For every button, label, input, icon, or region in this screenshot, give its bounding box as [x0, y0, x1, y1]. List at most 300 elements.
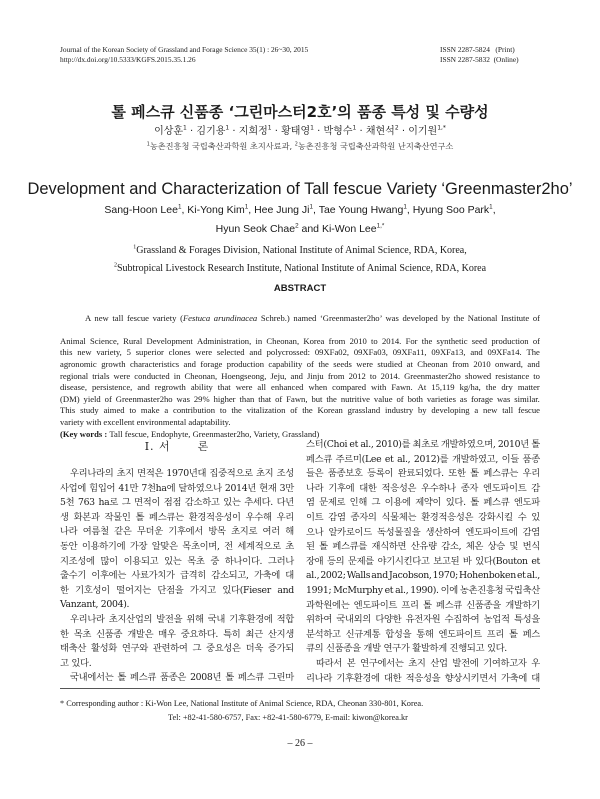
- word: capability: [268, 358, 303, 369]
- word: 페스큐는: [483, 468, 519, 480]
- word: seeds: [333, 358, 352, 369]
- word: 국내: [207, 613, 226, 625]
- word: 체온: [465, 541, 484, 553]
- word: 우: [531, 657, 540, 669]
- author-separator: ,: [313, 204, 319, 216]
- word: the: [318, 358, 329, 369]
- word: value: [373, 393, 393, 404]
- word: 엔도파: [513, 497, 540, 509]
- word: Administration,: [197, 335, 252, 346]
- word: ability: [190, 382, 213, 393]
- word: 페스큐: [483, 497, 510, 509]
- author-name: Hyun Seok Chae: [215, 223, 296, 235]
- right-column: [306, 438, 540, 686]
- word: to: [371, 335, 378, 346]
- body-text-line: [306, 584, 540, 599]
- word: and: [137, 382, 150, 393]
- word: 매우: [158, 628, 176, 640]
- word: 초지로: [231, 526, 258, 538]
- body-text-line: [60, 569, 294, 584]
- word: 등록이: [367, 468, 394, 480]
- word: were: [195, 347, 213, 358]
- body-text-line: [60, 525, 294, 540]
- abstract-body: [60, 301, 540, 440]
- author-separator: ,: [248, 204, 255, 216]
- word: synthetic: [436, 335, 468, 346]
- word: 따라서: [316, 657, 343, 669]
- word: and: [249, 347, 262, 358]
- word: were: [356, 358, 373, 369]
- word: 엔도파이트에: [465, 526, 518, 538]
- word: 대한: [383, 672, 402, 684]
- word: al.,: [360, 439, 374, 450]
- word: Greenmaster2ho: [404, 370, 461, 381]
- word: 하나이다.: [224, 555, 263, 567]
- word: and: [290, 370, 303, 381]
- english-authors-line2: [0, 220, 600, 239]
- word: fescue: [518, 405, 540, 416]
- word: Korean: [317, 405, 343, 416]
- body-text-line: [306, 628, 540, 643]
- word: kg/ha,: [459, 382, 481, 393]
- word: growth: [101, 358, 126, 369]
- word: when: [308, 382, 328, 393]
- word: 제약이: [415, 497, 442, 509]
- word: 품종보호: [327, 468, 363, 480]
- word: 재식하면: [371, 541, 407, 553]
- body-text-line: [306, 672, 540, 687]
- word: study: [80, 405, 99, 416]
- word: 초지산업의: [108, 613, 153, 625]
- word: al.,: [306, 570, 320, 582]
- word: 09XFa13,: [431, 347, 466, 358]
- korean-affiliations: [0, 141, 600, 152]
- word: 우수해: [245, 511, 272, 523]
- word: et: [516, 570, 526, 582]
- word: Animal: [60, 335, 86, 346]
- word: 이용되고: [123, 555, 159, 567]
- author-name: Sang-Hoon Lee: [104, 204, 178, 216]
- word: 3만: [279, 482, 294, 494]
- word: 2014.: [380, 370, 400, 381]
- author-affiliation-mark: 1: [177, 203, 182, 211]
- author-name: 황태영: [281, 126, 311, 137]
- body-text-line: [306, 599, 540, 614]
- word: 떨어지는: [116, 584, 151, 596]
- body-text-line: [306, 569, 540, 584]
- word: 작물인: [104, 511, 131, 523]
- word: 우리나라의: [70, 468, 114, 479]
- word: the: [421, 335, 433, 346]
- word: 신규계통: [345, 628, 381, 640]
- word: polycrossed:: [266, 347, 311, 358]
- word: 톨: [225, 672, 234, 684]
- word: conducted: [134, 370, 170, 381]
- word: 초지: [256, 468, 274, 479]
- author-affiliation-mark: 1,*: [376, 222, 385, 230]
- word: 톨: [319, 541, 328, 553]
- body-text-line: [60, 496, 294, 511]
- word: 5천: [60, 497, 75, 509]
- word: both: [407, 393, 423, 404]
- word: Jacobson,: [388, 570, 432, 582]
- word: 감염: [522, 526, 540, 538]
- word: 급격히: [179, 570, 207, 582]
- word: 대: [285, 570, 294, 582]
- word: 페스큐를: [332, 541, 368, 553]
- word: 7천ha에: [141, 482, 176, 494]
- word: Development: [146, 335, 193, 346]
- word: 기여하고자: [483, 657, 527, 669]
- word: 여러: [262, 526, 280, 538]
- word: 초지: [116, 468, 134, 479]
- word: of: [275, 393, 283, 404]
- word: 가축에: [500, 672, 528, 684]
- word: For: [405, 335, 418, 346]
- word: 2012: [348, 370, 366, 381]
- author-affiliation-mark: 2: [295, 222, 299, 230]
- word: 있다.: [71, 657, 95, 669]
- footnote-divider: [60, 688, 540, 689]
- abstract-text: A new tall fescue variety (: [74, 312, 183, 323]
- word: Hohenboken: [459, 570, 516, 582]
- word: 페스큐: [435, 599, 462, 611]
- word: Vanzant,: [60, 599, 101, 611]
- word: 5: [126, 347, 131, 358]
- word: 개발: [363, 643, 384, 655]
- word: variety,: [96, 347, 122, 358]
- word: 과학원에는: [306, 599, 350, 611]
- word: 있다(Bouton: [475, 555, 528, 567]
- word: 농촌진흥청: [459, 584, 504, 596]
- word: disease,: [60, 382, 87, 393]
- word: 달하였으나: [178, 482, 222, 494]
- word: 식물체는: [381, 511, 417, 523]
- word: 번식: [522, 541, 540, 553]
- word: 09XFa03,: [353, 347, 388, 358]
- word: 중요성은: [206, 643, 241, 655]
- page-number: – 26 –: [287, 738, 313, 749]
- abstract-last-line: variety with excellent environmental adaptability.: [60, 416, 231, 427]
- word: of: [104, 393, 112, 404]
- word: 이에: [440, 584, 458, 596]
- word: varieties: [426, 393, 456, 404]
- keywords-list: Tall fescue, Endophyte, Greenmaster2ho, Variety, Grassland): [109, 428, 320, 439]
- word: 초: [285, 540, 294, 552]
- word: 동안: [60, 540, 78, 552]
- word: 지조성에: [60, 555, 95, 567]
- word: Cheonan,: [184, 370, 218, 381]
- word: 그: [121, 497, 131, 509]
- word: 종자의: [350, 511, 377, 523]
- word: to: [129, 405, 137, 416]
- author-affiliation-mark: 1: [489, 203, 493, 211]
- word: clones: [168, 347, 191, 358]
- word: (DM): [60, 393, 80, 404]
- word: the: [485, 382, 497, 393]
- word: 2002;: [320, 570, 346, 582]
- body-text-line: [306, 613, 540, 628]
- word: 톨: [117, 672, 127, 684]
- word: from: [452, 358, 469, 369]
- word: 또한: [448, 468, 466, 480]
- word: 알카로이드: [328, 526, 372, 538]
- word: at: [406, 358, 413, 369]
- word: Jinju: [307, 370, 324, 381]
- affiliation-text: Grassland & Forages Division, National Institute of Animal Science, RDA, Korea,: [136, 245, 467, 256]
- word: from: [327, 370, 345, 381]
- word: with: [371, 382, 387, 393]
- word: 면적이: [134, 497, 161, 509]
- body-text-line: [306, 540, 540, 555]
- body-text-line: [60, 671, 294, 686]
- author-name: 이상훈: [154, 126, 184, 137]
- word: The: [526, 347, 540, 358]
- word: 개발하였으며,: [440, 439, 496, 450]
- word: 있다.: [445, 497, 466, 509]
- word: 29%: [193, 393, 210, 404]
- word: 전: [224, 540, 233, 552]
- korean-authors: 이상훈$^1$ · 김기용$^1$ · 지희정$^1$ · 황태영$^1$ · 박형수$^1$ · 채현석$^2$ · 이기원$^{1,*}$: [154, 124, 446, 137]
- word: 생: [60, 511, 69, 523]
- word: 분석하고: [306, 628, 341, 640]
- word: of: [290, 405, 298, 416]
- word: 으나: [306, 526, 324, 538]
- word: the: [231, 405, 242, 416]
- word: 한: [60, 584, 69, 596]
- word: 2014년: [224, 482, 257, 494]
- word: production: [226, 358, 264, 369]
- abstract-line: [60, 371, 540, 383]
- word: Walls: [346, 570, 371, 582]
- word: 합성을: [385, 628, 412, 640]
- word: regional: [60, 370, 89, 381]
- word: 엔도파이트: [482, 482, 527, 494]
- word: from: [328, 335, 346, 346]
- word: 현재: [259, 482, 277, 494]
- word: 추세다.: [244, 497, 273, 509]
- issn-print: ISSN 2287-5824 (Print): [440, 45, 515, 54]
- word: that: [217, 382, 231, 393]
- author-name: 박형수: [323, 126, 353, 137]
- word: 한: [60, 628, 69, 640]
- word: 해: [285, 526, 294, 538]
- body-text-line: [306, 555, 540, 570]
- word: 특성을: [513, 614, 540, 626]
- word: a: [164, 405, 169, 416]
- abstract-line: [60, 382, 540, 394]
- word: and: [371, 570, 388, 582]
- word: 그린마: [267, 672, 294, 684]
- author-affiliation-mark: 1: [403, 203, 407, 211]
- word: 최근: [245, 628, 263, 640]
- word: 관련하여: [152, 643, 188, 655]
- body-text-line: [60, 584, 294, 599]
- word: al.,: [395, 584, 409, 596]
- word: 여름철: [82, 526, 109, 538]
- word: 09XFa02,: [314, 347, 350, 358]
- word: 최초로: [412, 439, 439, 450]
- author-name: 이기원: [408, 126, 438, 137]
- word: 증가되: [267, 643, 294, 655]
- body-text-line: [306, 657, 540, 672]
- word: 힘입어: [89, 482, 116, 494]
- doi-link[interactable]: http://dx.doi.org/10.5333/KGFS.2015.35.1.26: [60, 55, 196, 64]
- word: 1970;: [432, 570, 458, 582]
- word: Jeju,: [270, 370, 287, 381]
- affiliation-text: 농촌진흥청 국립축산과학원 난지축산연구소: [297, 141, 454, 151]
- contact-info: Tel: +82-41-580-6757, Fax: +82-41-580-6779, E-mail: kiwon@korea.kr: [168, 713, 408, 722]
- word: 및: [509, 541, 519, 553]
- word: 연구와: [121, 643, 148, 655]
- word: 기호성이: [75, 584, 110, 596]
- abstract-line: [60, 301, 540, 336]
- word: 이들: [501, 453, 519, 465]
- author-name: 김기용: [196, 126, 226, 137]
- word: 보고된: [433, 555, 460, 567]
- word: tall: [502, 405, 514, 416]
- word: 다년: [276, 497, 294, 509]
- author-separator: ,: [181, 204, 188, 216]
- korean-title: 톨 페스큐 신품종 ‘그린마스터2호’의 품종 특성 및 수량성: [111, 103, 489, 121]
- word: 향상시키면서: [444, 672, 497, 684]
- word: 신품종: [96, 628, 123, 640]
- author-affiliation-mark: 1: [183, 124, 187, 132]
- word: forage: [200, 358, 223, 369]
- word: 09XFa14.: [487, 347, 522, 358]
- word: 산업: [430, 657, 448, 669]
- word: 개발하였고,: [451, 453, 498, 465]
- word: 유전자원: [405, 614, 441, 626]
- word: of: [306, 358, 314, 369]
- word: Cheonan: [417, 358, 448, 369]
- word: 감염: [328, 511, 346, 523]
- word: 집중적으로: [209, 468, 253, 479]
- word: 있는: [164, 555, 182, 567]
- word: 엔도파이트: [438, 628, 482, 640]
- word: 2010: [473, 358, 491, 369]
- word: 사업에: [60, 482, 87, 494]
- word: 산유량: [410, 541, 437, 553]
- word: contribution: [173, 405, 216, 416]
- word: similar.: [514, 393, 540, 404]
- author-affiliation-mark: 1,*: [437, 124, 446, 132]
- word: 위하여: [306, 614, 333, 626]
- word: agronomic: [60, 358, 97, 369]
- word: 2010)를: [375, 439, 411, 450]
- word: 목초: [73, 628, 92, 640]
- word: 들은: [306, 468, 324, 480]
- word: 나라: [60, 526, 78, 538]
- word: Korea: [303, 335, 325, 346]
- word: 대한: [359, 482, 377, 494]
- body-text-line: [60, 613, 294, 628]
- word: 화본과: [73, 511, 100, 523]
- word: and: [277, 584, 294, 596]
- word: 출수기: [60, 570, 87, 582]
- word: by: [417, 405, 427, 416]
- word: 톨: [531, 439, 540, 450]
- word: 수: [517, 511, 527, 523]
- word: 그: [192, 643, 202, 655]
- body-text-line: [306, 453, 540, 468]
- word: Fawn,: [286, 393, 308, 404]
- body-text-line: [306, 482, 540, 497]
- word: the: [302, 405, 313, 416]
- word: 나라: [306, 482, 324, 494]
- word: nutritive: [340, 393, 370, 404]
- word: was: [496, 393, 511, 404]
- word: al.,: [526, 570, 540, 582]
- word: 강화시킬: [478, 511, 513, 523]
- word: 세계적으로: [237, 540, 281, 552]
- body-text-line: [60, 628, 294, 643]
- author-affiliation-mark: 1: [309, 203, 314, 211]
- word: developing: [431, 405, 470, 416]
- word: 중: [210, 555, 220, 567]
- word: forage: [471, 393, 493, 404]
- word: regrowth: [154, 382, 186, 393]
- word: 감소,: [441, 541, 462, 553]
- word: 문제로: [319, 497, 346, 509]
- abstract-line: [60, 394, 540, 406]
- word: 1991;: [306, 584, 332, 596]
- word: 적합: [276, 613, 294, 625]
- word: 독성물질을: [377, 526, 421, 538]
- author-separator: ,: [492, 204, 496, 216]
- word: 큐의: [306, 643, 327, 655]
- affiliation: [0, 242, 600, 260]
- word: 많이: [100, 555, 118, 567]
- word: dry: [501, 382, 513, 393]
- word: 있는: [223, 497, 241, 509]
- word: 톨: [422, 599, 432, 611]
- word: 농업적: [483, 614, 510, 626]
- word: 된: [306, 541, 315, 553]
- word: 조성: [276, 468, 294, 479]
- issn-block: [440, 45, 540, 65]
- word: 우리: [276, 511, 294, 523]
- author-separator: and: [298, 223, 322, 235]
- word: ha로: [98, 497, 119, 509]
- word: were: [235, 382, 253, 393]
- word: Greenmaster2ho: [115, 393, 173, 404]
- word: 대: [531, 672, 540, 684]
- body-text-line: [60, 598, 294, 613]
- author-affiliation-mark: 1: [225, 124, 230, 132]
- word: 1970년대: [166, 468, 207, 479]
- word: and: [470, 347, 483, 358]
- word: 활발하게: [412, 643, 450, 655]
- word: that: [258, 393, 272, 404]
- author-separator: ,: [406, 204, 413, 216]
- word: 톨: [470, 497, 479, 509]
- english-authors: [0, 201, 600, 239]
- word: 감소되고,: [211, 570, 249, 582]
- word: 2010년: [497, 439, 529, 450]
- author-affiliation-mark: 1: [310, 124, 314, 132]
- journal-citation: Journal of the Korean Society of Grassland and Forage Science 35(1) : 26~30, 2015: [60, 45, 309, 54]
- word: of: [532, 335, 540, 346]
- word: 기후환경에: [336, 672, 380, 684]
- word: 있다.: [486, 643, 510, 655]
- word: 종자: [460, 482, 479, 494]
- word: 엔도파이트: [353, 599, 398, 611]
- word: Rural: [123, 335, 143, 346]
- body-text-line: [60, 482, 294, 497]
- affiliation-mark: 2: [294, 141, 298, 148]
- word: 본: [346, 657, 356, 669]
